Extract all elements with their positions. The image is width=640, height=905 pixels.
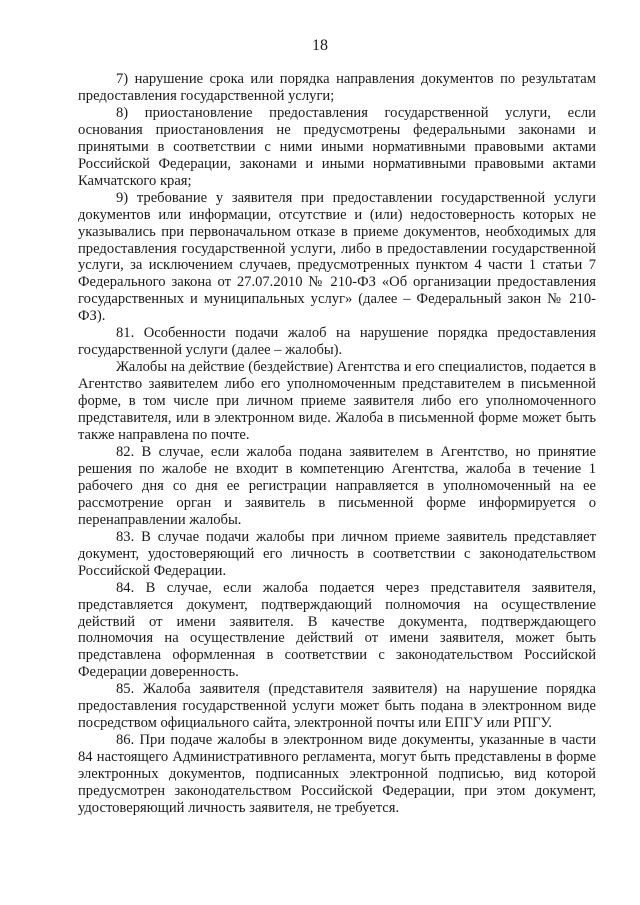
paragraph-83: 83. В случае подачи жалобы при личном приеме заявитель представляет документ, удостоверяющий его личность в соответствии с законодательством Российской Федерации. bbox=[78, 528, 596, 579]
document-body bbox=[78, 71, 596, 817]
page-number: 18 bbox=[312, 37, 328, 54]
paragraph-item-7: 7) нарушение срока или порядка направления документов по результатам предоставления государственной услуги; bbox=[78, 71, 596, 104]
paragraph-item-9: 9) требование у заявителя при предоставлении государственной услуги документов или информации, отсутствие и (или) недостоверность которых не указывались при первоначальном отказе в приеме документов, необходимых для предоставления государственной услуги, либо в предоставлении государственной услуги, за исключением случаев, предусмотренных пунктом 4 части 1 статьи 7 Федерального закона от 27.07.2010 № 210-ФЗ «Об организации предоставления государственных и муниципальных услуг» (далее – Федеральный закон № 210-ФЗ). bbox=[78, 189, 596, 325]
paragraph-86: 86. При подаче жалобы в электронном виде документы, указанные в части 84 настоящего Административного регламента, могут быть представлены в форме электронных документов, подписанных электронной подписью, вид которой предусмотрен законодательством Российской Федерации, при этом документ, удостоверяющий личность заявителя, не требуется. bbox=[78, 732, 596, 816]
paragraph-84: 84. В случае, если жалоба подается через представителя заявителя, представляется документ, подтверждающий полномочия на осуществление действий от имени заявителя. В качестве документа, подтверждающего полномочия на осуществление действий от имени заявителя, может быть представлена оформленная в соответствии с законодательством Российской Федерации доверенность. bbox=[78, 579, 596, 681]
paragraph-81: 81. Особенности подачи жалоб на нарушение порядка предоставления государственной услуги (далее – жалобы). bbox=[78, 325, 596, 359]
paragraph-item-8: 8) приостановление предоставления государственной услуги, если основания приостановления не предусмотрены федеральными законами и принятыми в соответствии с ними иными нормативными правовыми актами Российской Федерации, законами и иными нормативными правовыми актами Камчатского края; bbox=[78, 104, 596, 189]
paragraph-82: 82. В случае, если жалоба подана заявителем в Агентство, но принятие решения по жалобе не входит в компетенцию Агентства, жалоба в течение 1 рабочего дня со дня ее регистрации направляется в уполномоченный на ее рассмотрение орган и заявитель в письменной форме информируется о перенаправлении жалобы. bbox=[78, 443, 596, 528]
paragraph-85: 85. Жалоба заявителя (представителя заявителя) на нарушение порядка предоставления государственной услуги может быть подана в электронном виде посредством официального сайта, электронной почты или ЕПГУ или РПГУ. bbox=[78, 681, 596, 732]
paragraph-complaints-submission: Жалобы на действие (бездействие) Агентства и его специалистов, подается в Агентство заявителем либо его уполномоченным представителем в письменной форме, в том числе при личном приеме заявителя либо его уполномоченного представителя, или в электронном виде. Жалоба в письменной форме может быть также направлена по почте. bbox=[78, 359, 596, 444]
